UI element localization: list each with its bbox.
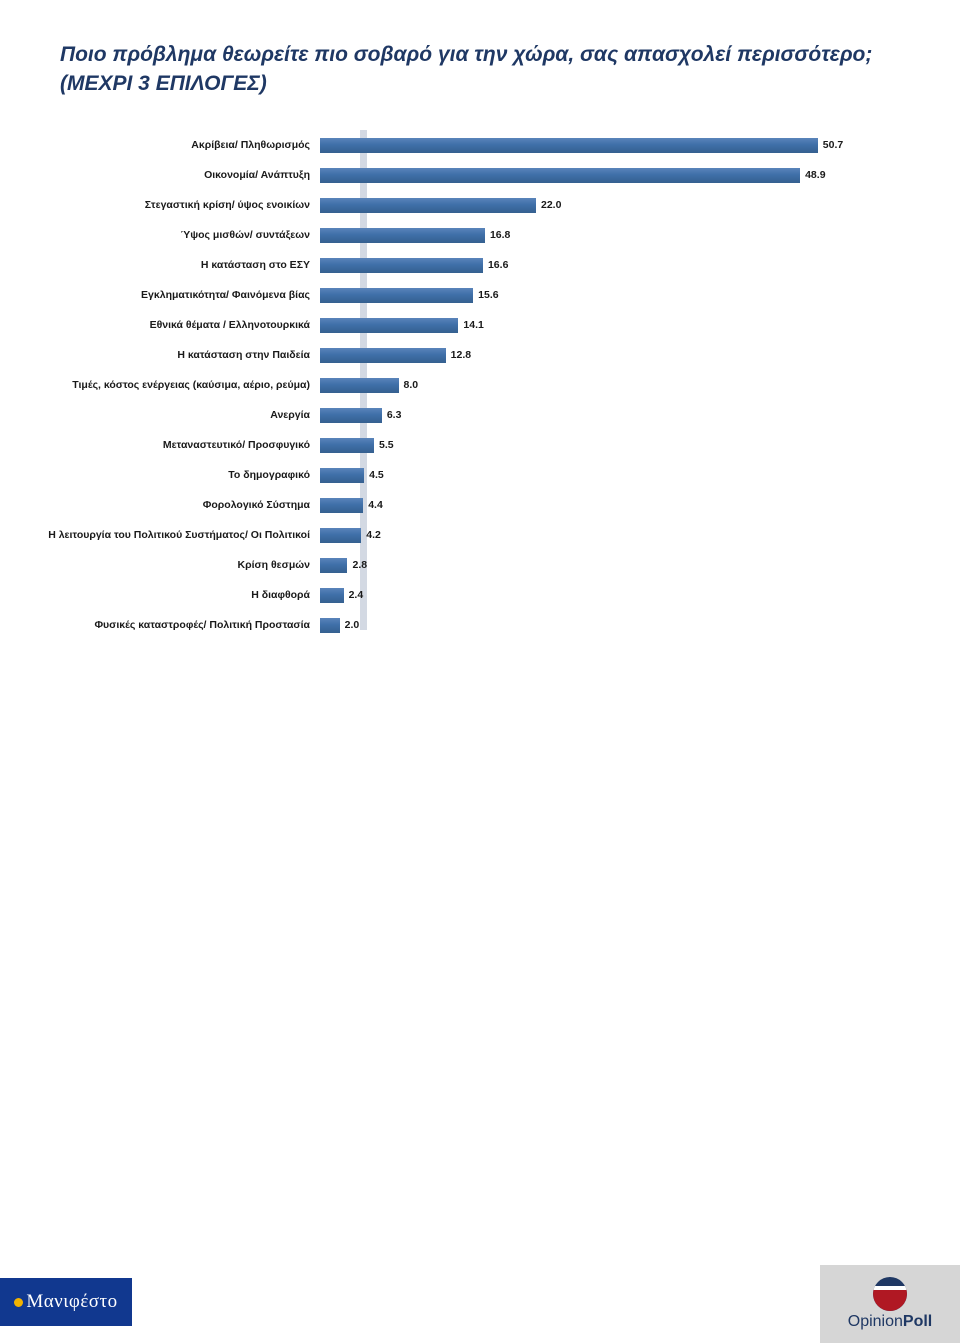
- chart-row: [40, 490, 920, 520]
- category-label: Τιμές, κόστος ενέργειας (καύσιμα, αέριο, ρεύμα): [72, 379, 310, 391]
- bar-area: [320, 400, 920, 430]
- bar-value-label: 8.0: [403, 379, 419, 391]
- bar-area: [320, 280, 920, 310]
- manifesto-dot-icon: [14, 1298, 23, 1307]
- manifesto-logo: [0, 1278, 132, 1326]
- bar-value-label: 2.0: [344, 619, 360, 631]
- bar: [320, 378, 399, 393]
- category-label: Η κατάσταση στο ΕΣΥ: [200, 259, 310, 271]
- bar: [320, 438, 374, 453]
- opinionpoll-name-part2: Poll: [902, 1313, 933, 1330]
- bar-value-label: 2.8: [352, 559, 368, 571]
- bar-area: [320, 490, 920, 520]
- chart-row: [40, 400, 920, 430]
- page-title: [60, 40, 900, 98]
- category-label: Στεγαστική κρίση/ ύψος ενοικίων: [144, 199, 310, 211]
- chart-row: [40, 280, 920, 310]
- chart-row: [40, 220, 920, 250]
- bar: [320, 618, 340, 633]
- bar-value-label: 16.8: [489, 229, 511, 241]
- chart-row: [40, 370, 920, 400]
- bar-area: [320, 340, 920, 370]
- manifesto-logo-label: Μανιφέστο: [26, 1291, 118, 1312]
- bar-value-label: 16.6: [487, 259, 509, 271]
- bar: [320, 198, 536, 213]
- bar: [320, 528, 361, 543]
- bar: [320, 138, 818, 153]
- category-label: Η διαφθορά: [251, 589, 310, 601]
- bar-value-label: 14.1: [463, 319, 484, 331]
- bar-value-label: 50.7: [822, 139, 844, 151]
- bar-area: [320, 520, 920, 550]
- bar-area: [320, 190, 920, 220]
- category-label: Φυσικές καταστροφές/ Πολιτική Προστασία: [94, 619, 310, 631]
- bar-value-label: 48.9: [805, 169, 826, 181]
- footer-band: [0, 635, 960, 1330]
- bar: [320, 168, 800, 183]
- category-label: Ακρίβεια/ Πληθωρισμός: [191, 139, 310, 151]
- manifesto-logo-text: [14, 1291, 117, 1313]
- chart-row: [40, 580, 920, 610]
- bar: [320, 558, 347, 573]
- chart-row: [40, 340, 920, 370]
- chart-row: [40, 190, 920, 220]
- opinionpoll-circle-red: [873, 1289, 907, 1311]
- bar-area: [320, 580, 920, 610]
- category-label: Το δημογραφικό: [228, 469, 310, 481]
- chart-row: [40, 160, 920, 190]
- bar-value-label: 12.8: [450, 349, 472, 361]
- bar: [320, 408, 382, 423]
- bar: [320, 258, 483, 273]
- bar: [320, 288, 473, 303]
- bar-value-label: 5.5: [379, 439, 394, 451]
- category-label: Φορολογικό Σύστημα: [202, 499, 310, 511]
- opinionpoll-logo: [820, 1265, 960, 1343]
- chart-row: [40, 310, 920, 340]
- bar-value-label: 6.3: [386, 409, 402, 421]
- category-label: Μεταναστευτικό/ Προσφυγικό: [162, 439, 310, 451]
- bar-value-label: 15.6: [478, 289, 499, 301]
- bar-area: [320, 220, 920, 250]
- bar-area: [320, 550, 920, 580]
- category-label: Κρίση θεσμών: [237, 559, 310, 571]
- bar: [320, 318, 458, 333]
- bar: [320, 228, 485, 243]
- bar-area: [320, 310, 920, 340]
- category-label: Ύψος μισθών/ συντάξεων: [180, 229, 310, 241]
- title-line-2: (ΜΕΧΡΙ 3 ΕΠΙΛΟΓΕΣ): [60, 72, 267, 95]
- bar-area: [320, 460, 920, 490]
- bar-value-label: 4.2: [366, 529, 381, 541]
- chart-row: [40, 250, 920, 280]
- category-label: Εγκληματικότητα/ Φαινόμενα βίας: [141, 289, 310, 301]
- bar: [320, 468, 364, 483]
- chart-row: [40, 460, 920, 490]
- bar-chart: [40, 130, 920, 630]
- opinionpoll-circle-stripe: [873, 1286, 907, 1290]
- bar-value-label: 22.0: [541, 199, 562, 211]
- bar-area: [320, 160, 920, 190]
- bar-value-label: 4.5: [369, 469, 384, 481]
- opinionpoll-name-part1: Opinion: [847, 1313, 903, 1330]
- opinionpoll-circle-icon: [873, 1277, 907, 1311]
- chart-row: [40, 520, 920, 550]
- opinionpoll-logo-text: [848, 1313, 933, 1331]
- category-label: Οικονομία/ Ανάπτυξη: [204, 169, 310, 181]
- bar-value-label: 2.4: [348, 589, 364, 601]
- bar-area: [320, 370, 920, 400]
- title-line-1: Ποιο πρόβλημα θεωρείτε πιο σοβαρό για την χώρα, σας απασχολεί περισσότερο;: [60, 43, 873, 66]
- bar: [320, 498, 363, 513]
- bar-value-label: 4.4: [368, 499, 383, 511]
- bar: [320, 588, 344, 603]
- chart-row: [40, 130, 920, 160]
- category-label: Εθνικά θέματα / Ελληνοτουρκικά: [149, 319, 310, 331]
- chart-row: [40, 430, 920, 460]
- bar-area: [320, 430, 920, 460]
- chart-row: [40, 550, 920, 580]
- bar: [320, 348, 446, 363]
- bar-area: [320, 130, 920, 160]
- category-label: Ανεργία: [270, 409, 310, 421]
- bar-area: [320, 250, 920, 280]
- category-label: Η λειτουργία του Πολιτικού Συστήματος/ Οι Πολιτικοί: [48, 529, 310, 541]
- category-label: Η κατάσταση στην Παιδεία: [177, 349, 310, 361]
